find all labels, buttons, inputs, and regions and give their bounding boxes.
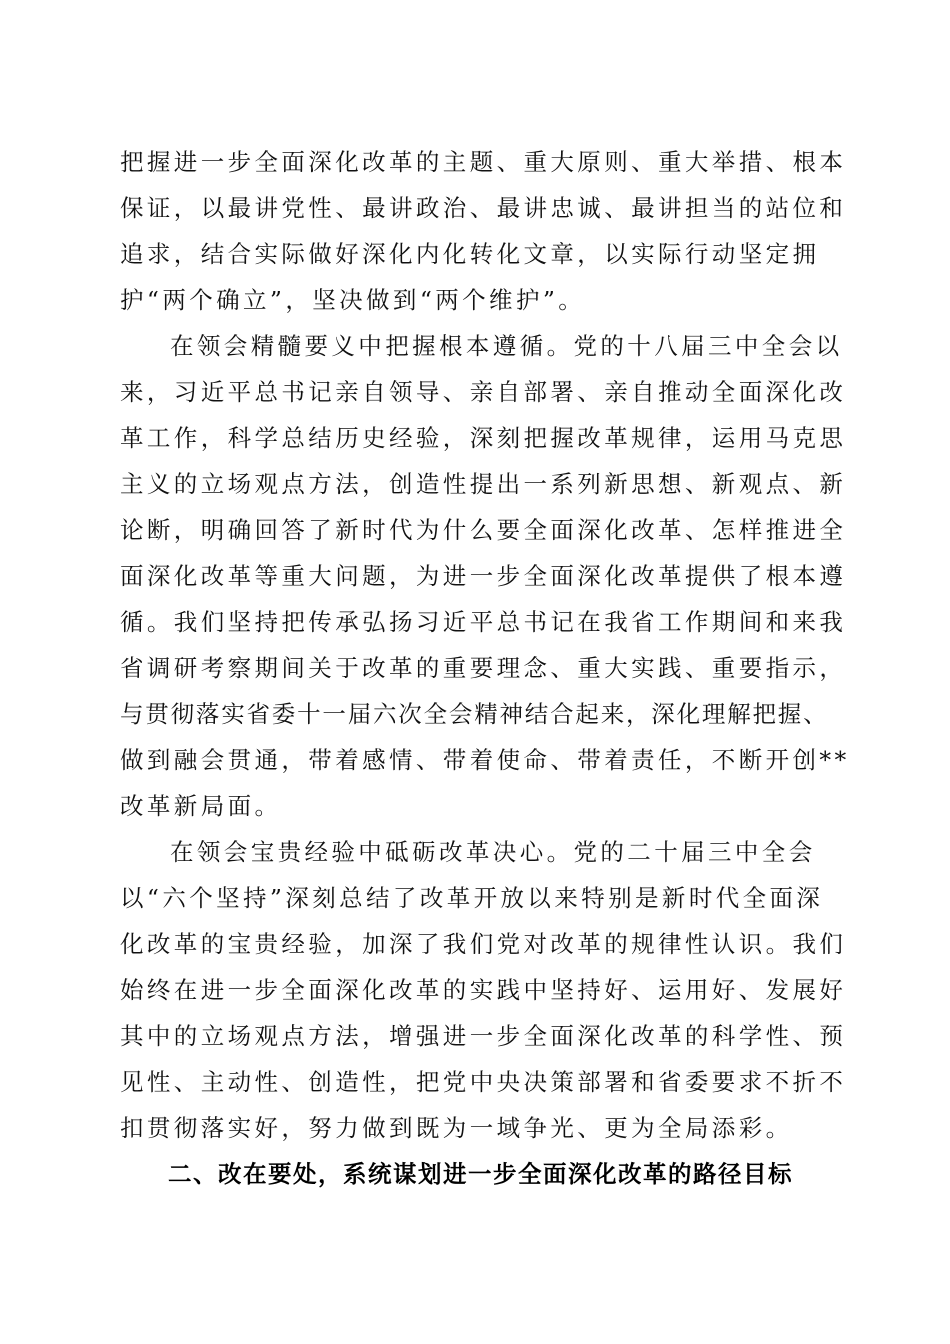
text-line: 与贯彻落实省委十一届六次全会精神结合起来，深化理解把握、 <box>120 700 829 728</box>
text-line: 保证，以最讲党性、最讲政治、最讲忠诚、最讲担当的站位和 <box>120 194 847 222</box>
text-line: 其中的立场观点方法，增强进一步全面深化改革的科学性、预 <box>120 1022 847 1050</box>
text-line: 面深化改革等重大问题，为进一步全面深化改革提供了根本遵 <box>120 562 847 590</box>
text-line: 化改革的宝贵经验，加深了我们党对改革的规律性认识。我们 <box>120 930 847 958</box>
text-line: 始终在进一步全面深化改革的实践中坚持好、运用好、发展好 <box>120 976 847 1004</box>
text-line: 以“六个坚持”深刻总结了改革开放以来特别是新时代全面深 <box>120 884 824 912</box>
text-line: 循。我们坚持把传承弘扬习近平总书记在我省工作期间和来我 <box>120 608 847 636</box>
section-heading: 二、改在要处，系统谋划进一步全面深化改革的路径目标 <box>168 1160 793 1188</box>
text-line: 追求，结合实际做好深化内化转化文章，以实际行动坚定拥 <box>120 240 820 268</box>
paragraph-first-line: 在领会精髓要义中把握根本遵循。党的十八届三中全会以 <box>170 332 843 360</box>
text-line: 扣贯彻落实好，努力做到既为一域争光、更为全局添彩。 <box>120 1114 793 1142</box>
text-line: 做到融会贯通，带着感情、带着使命、带着责任，不断开创** <box>120 746 850 774</box>
text-line: 护“两个确立”，坚决做到“两个维护”。 <box>120 286 586 314</box>
text-line: 主义的立场观点方法，创造性提出一系列新思想、新观点、新 <box>120 470 847 498</box>
text-line: 革工作，科学总结历史经验，深刻把握改革规律，运用马克思 <box>120 424 847 452</box>
paragraph-first-line: 在领会宝贵经验中砥砺改革决心。党的二十届三中全会 <box>170 838 816 866</box>
text-line: 省调研考察期间关于改革的重要理念、重大实践、重要指示， <box>120 654 847 682</box>
text-line: 来，习近平总书记亲自领导、亲自部署、亲自推动全面深化改 <box>120 378 847 406</box>
text-line: 改革新局面。 <box>120 792 282 820</box>
text-line: 把握进一步全面深化改革的主题、重大原则、重大举措、根本 <box>120 148 847 176</box>
text-line: 见性、主动性、创造性，把党中央决策部署和省委要求不折不 <box>120 1068 847 1096</box>
text-line: 论断，明确回答了新时代为什么要全面深化改革、怎样推进全 <box>120 516 847 544</box>
